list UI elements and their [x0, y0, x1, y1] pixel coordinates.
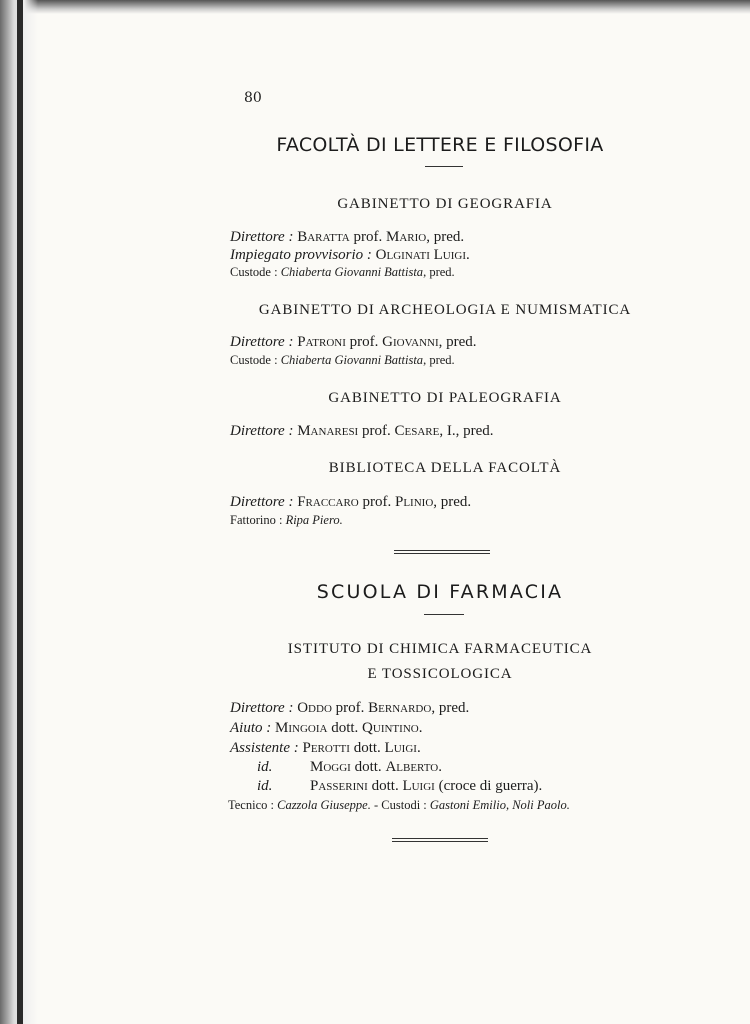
- entry-geografia-direttore: [230, 229, 464, 246]
- role-label: Direttore :: [230, 334, 294, 350]
- entry-paleografia-direttore: [230, 423, 493, 440]
- title-rule: [425, 166, 463, 167]
- suffix-text: .: [416, 740, 421, 756]
- person-name: Cazzola Giuseppe.: [277, 798, 371, 812]
- person-name: Gastoni Emilio, Noli Paolo.: [429, 798, 570, 812]
- role-label: Custode :: [230, 353, 278, 367]
- person-name: Chiaberta Giovanni Battista: [280, 353, 424, 367]
- section-heading-istituto-2: E TOSSICOLOGICA: [367, 666, 513, 682]
- person-given: Bernardo: [368, 700, 432, 716]
- entry-archeologia-direttore: [230, 334, 477, 351]
- person-surname: Manaresi: [297, 423, 359, 439]
- entry-istituto-direttore: [230, 700, 469, 717]
- faculty-title: FACOLTÀ DI LETTERE E FILOSOFIA: [276, 134, 604, 156]
- separator: -: [370, 798, 382, 812]
- role-label: Assistente :: [230, 740, 299, 756]
- section-heading-biblioteca: BIBLIOTECA DELLA FACOLTÀ: [328, 460, 562, 476]
- entry-biblioteca-fattorino: [230, 513, 343, 528]
- suffix-text: , pred.: [426, 229, 465, 245]
- role-label: Direttore :: [230, 423, 294, 439]
- person-surname: Mingoia: [275, 720, 328, 736]
- person-given: Quintino: [362, 720, 419, 736]
- role-label: Custodi :: [381, 798, 427, 812]
- role-label: Fattorino :: [230, 513, 283, 527]
- entry-biblioteca-direttore: [230, 494, 471, 511]
- title-text: prof.: [345, 334, 383, 350]
- page-number: 80: [244, 90, 262, 106]
- entry-geografia-custode: [230, 265, 455, 280]
- entry-archeologia-custode: [230, 353, 455, 368]
- suffix-text: , I., pred.: [439, 423, 494, 439]
- person-surname: Patroni: [297, 334, 346, 350]
- school-title: SCUOLA DI FARMACIA: [316, 581, 564, 603]
- person-surname: Moggi: [310, 759, 351, 775]
- person-name: Chiaberta Giovanni Battista: [280, 265, 424, 279]
- suffix-text: .: [438, 759, 442, 775]
- title-text: dott.: [367, 778, 403, 794]
- role-label-id-1: id.: [257, 759, 273, 775]
- suffix-text: (croce di guerra).: [434, 778, 543, 794]
- person-surname: Fraccaro: [297, 494, 359, 510]
- section-heading-paleografia: GABINETTO DI PALEOGRAFIA: [328, 390, 562, 406]
- person-given: Cesare: [394, 423, 440, 439]
- title-text: dott.: [327, 720, 363, 736]
- title-text: prof.: [358, 423, 395, 439]
- entry-istituto-tecnico-custodi: [228, 798, 570, 813]
- suffix-text: , pred.: [423, 265, 455, 279]
- end-divider: [392, 838, 488, 842]
- role-label: Direttore :: [230, 229, 294, 245]
- person-name: Ripa Piero.: [285, 513, 343, 527]
- suffix-text: .: [418, 720, 423, 736]
- section-heading-istituto-1: ISTITUTO DI CHIMICA FARMACEUTICA: [287, 641, 593, 657]
- section-heading-archeologia: GABINETTO DI ARCHEOLOGIA E NUMISMATICA: [258, 302, 632, 318]
- role-label: Tecnico :: [228, 798, 274, 812]
- suffix-text: , pred.: [423, 353, 455, 367]
- person-given: Mario: [385, 229, 427, 245]
- person-surname: Perotti: [302, 740, 350, 756]
- role-label: Aiuto :: [230, 720, 272, 736]
- suffix-text: , pred.: [438, 334, 477, 350]
- entry-istituto-assistente: [230, 740, 421, 757]
- entry-istituto-aiuto: [230, 720, 422, 737]
- role-label-id-2: id.: [257, 778, 273, 794]
- title-text: dott.: [350, 759, 386, 775]
- role-label: Custode :: [230, 265, 278, 279]
- title-text: prof.: [349, 229, 386, 245]
- role-label: Direttore :: [230, 494, 294, 510]
- suffix-text: , pred.: [433, 494, 472, 510]
- title-rule: [424, 614, 464, 615]
- section-divider: [394, 550, 490, 554]
- person-given: Alberto: [385, 759, 439, 775]
- entry-istituto-id-1: [310, 759, 442, 776]
- title-text: prof.: [331, 700, 369, 716]
- person-surname: Passerini: [310, 778, 368, 794]
- section-heading-geografia: GABINETTO DI GEOGRAFIA: [337, 196, 553, 212]
- person-given: Giovanni: [382, 334, 439, 350]
- person-name: Olginati Luigi: [375, 247, 467, 263]
- person-given: Luigi: [384, 740, 417, 756]
- person-surname: Baratta: [297, 229, 350, 245]
- person-given: Luigi: [402, 778, 435, 794]
- suffix-text: , pred.: [431, 700, 470, 716]
- role-label: Impiegato provvisorio :: [230, 247, 372, 263]
- title-text: dott.: [349, 740, 385, 756]
- suffix-text: .: [466, 247, 470, 263]
- role-label: Direttore :: [230, 700, 294, 716]
- entry-geografia-impiegato: [230, 247, 470, 264]
- person-given: Plinio: [395, 494, 434, 510]
- person-surname: Oddo: [297, 700, 332, 716]
- entry-istituto-id-2: [310, 778, 542, 795]
- title-text: prof.: [358, 494, 395, 510]
